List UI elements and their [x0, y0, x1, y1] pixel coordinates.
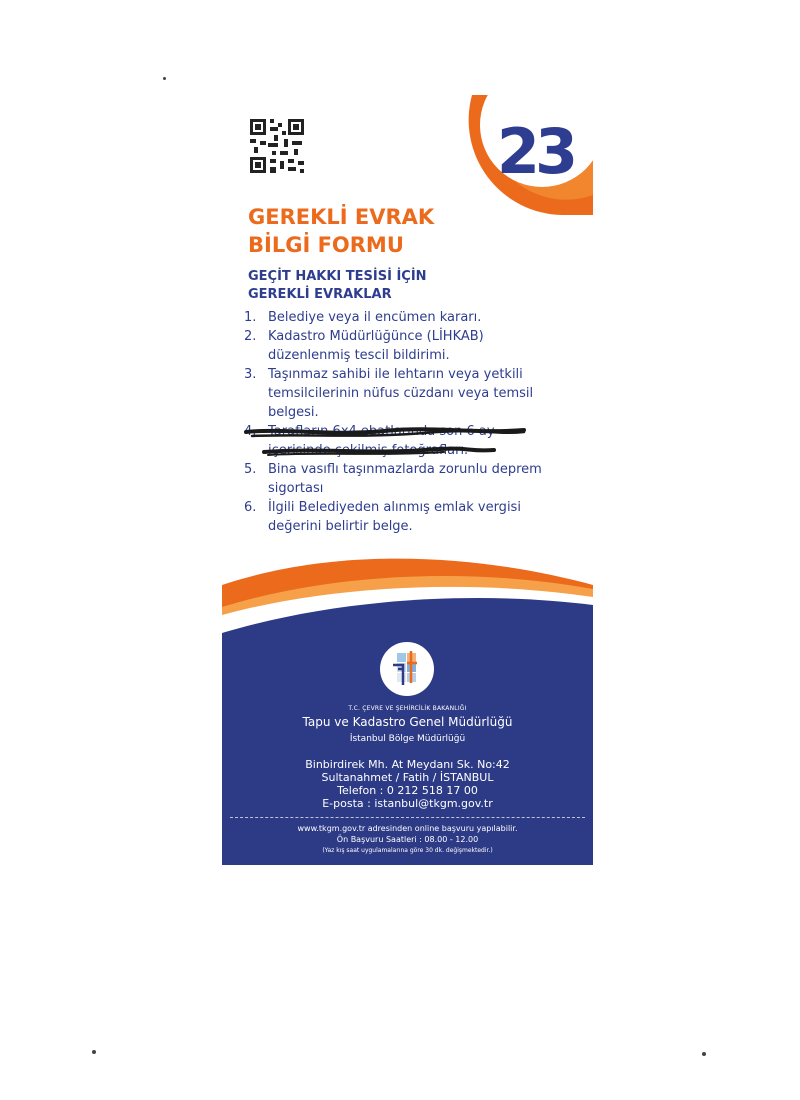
list-item-text: İlgili Belediyeden alınmış emlak vergisi değerini belirtir belge.: [268, 500, 521, 534]
contact-block: [222, 758, 593, 810]
list-item-text: Taşınmaz sahibi ile lehtarın veya yetkili temsilcilerinin nüfus cüzdanı veya temsil belgesi.: [268, 367, 534, 420]
phone: Telefon : 0 212 518 17 00: [337, 784, 478, 797]
hours-note: (Yaz kış saat uygulamalarına göre 30 dk. değişmektedir.): [322, 847, 493, 854]
form-title: [248, 203, 478, 259]
region-name: İstanbul Bölge Müdürlüğü: [349, 734, 466, 744]
scan-speck: [702, 1052, 706, 1056]
list-item: [244, 460, 544, 498]
list-item-number: 5.: [244, 462, 257, 477]
dashed-divider: [230, 817, 585, 818]
list-item-text: Belediye veya il encümen kararı.: [268, 310, 482, 325]
scan-speck: [92, 1050, 96, 1054]
department-name: Tapu ve Kadastro Genel Müdürlüğü: [302, 715, 513, 729]
list-item-text: Bina vasıflı taşınmazlarda zorunlu deprem sigortası: [268, 462, 542, 496]
address-line2: Sultanahmet / Fatih / İSTANBUL: [321, 771, 494, 784]
form-subtitle: [248, 268, 508, 304]
form-subtitle-line1: GEÇİT HAKKI TESİSİ İÇİN: [248, 269, 427, 284]
office-hours: Ön Başvuru Saatleri : 08.00 - 12.00: [336, 835, 479, 844]
list-item: [244, 308, 544, 327]
list-item: [244, 365, 544, 422]
info-form-card: [222, 95, 593, 865]
form-title-line2: BİLGİ FORMU: [248, 233, 404, 257]
form-title-line1: GEREKLİ EVRAK: [248, 205, 435, 229]
list-item-number: 6.: [244, 500, 257, 515]
list-item-struck: [244, 422, 544, 460]
scan-speck: [163, 77, 166, 80]
online-info: [222, 823, 593, 856]
ministry-name: T.C. ÇEVRE VE ŞEHİRCİLİK BAKANLIĞI: [348, 705, 467, 712]
form-number: 23: [496, 115, 574, 188]
list-item-text: Tarafların 6x4 ebatlarında son 6 ay içerisinde çekilmiş fotoğrafları.: [268, 424, 495, 458]
email: E-posta : istanbul@tkgm.gov.tr: [322, 797, 493, 810]
web-notice: www.tkgm.gov.tr adresinden online başvuru yapılabilir.: [297, 824, 518, 833]
list-item: [244, 327, 544, 365]
list-item-text: Kadastro Müdürlüğünce (LİHKAB) düzenlenmiş tescil bildirimi.: [268, 329, 484, 363]
list-item-number: 3.: [244, 367, 257, 382]
tkgm-logo-icon: [379, 641, 435, 697]
list-item: [244, 498, 544, 536]
documents-list: [244, 308, 544, 536]
qr-code-icon: [248, 117, 306, 175]
list-item-number: 1.: [244, 310, 257, 325]
list-item-number: 4.: [244, 424, 257, 439]
list-item-number: 2.: [244, 329, 257, 344]
address-line1: Binbirdirek Mh. At Meydanı Sk. No:42: [305, 758, 510, 771]
form-subtitle-line2: GEREKLİ EVRAKLAR: [248, 287, 392, 302]
